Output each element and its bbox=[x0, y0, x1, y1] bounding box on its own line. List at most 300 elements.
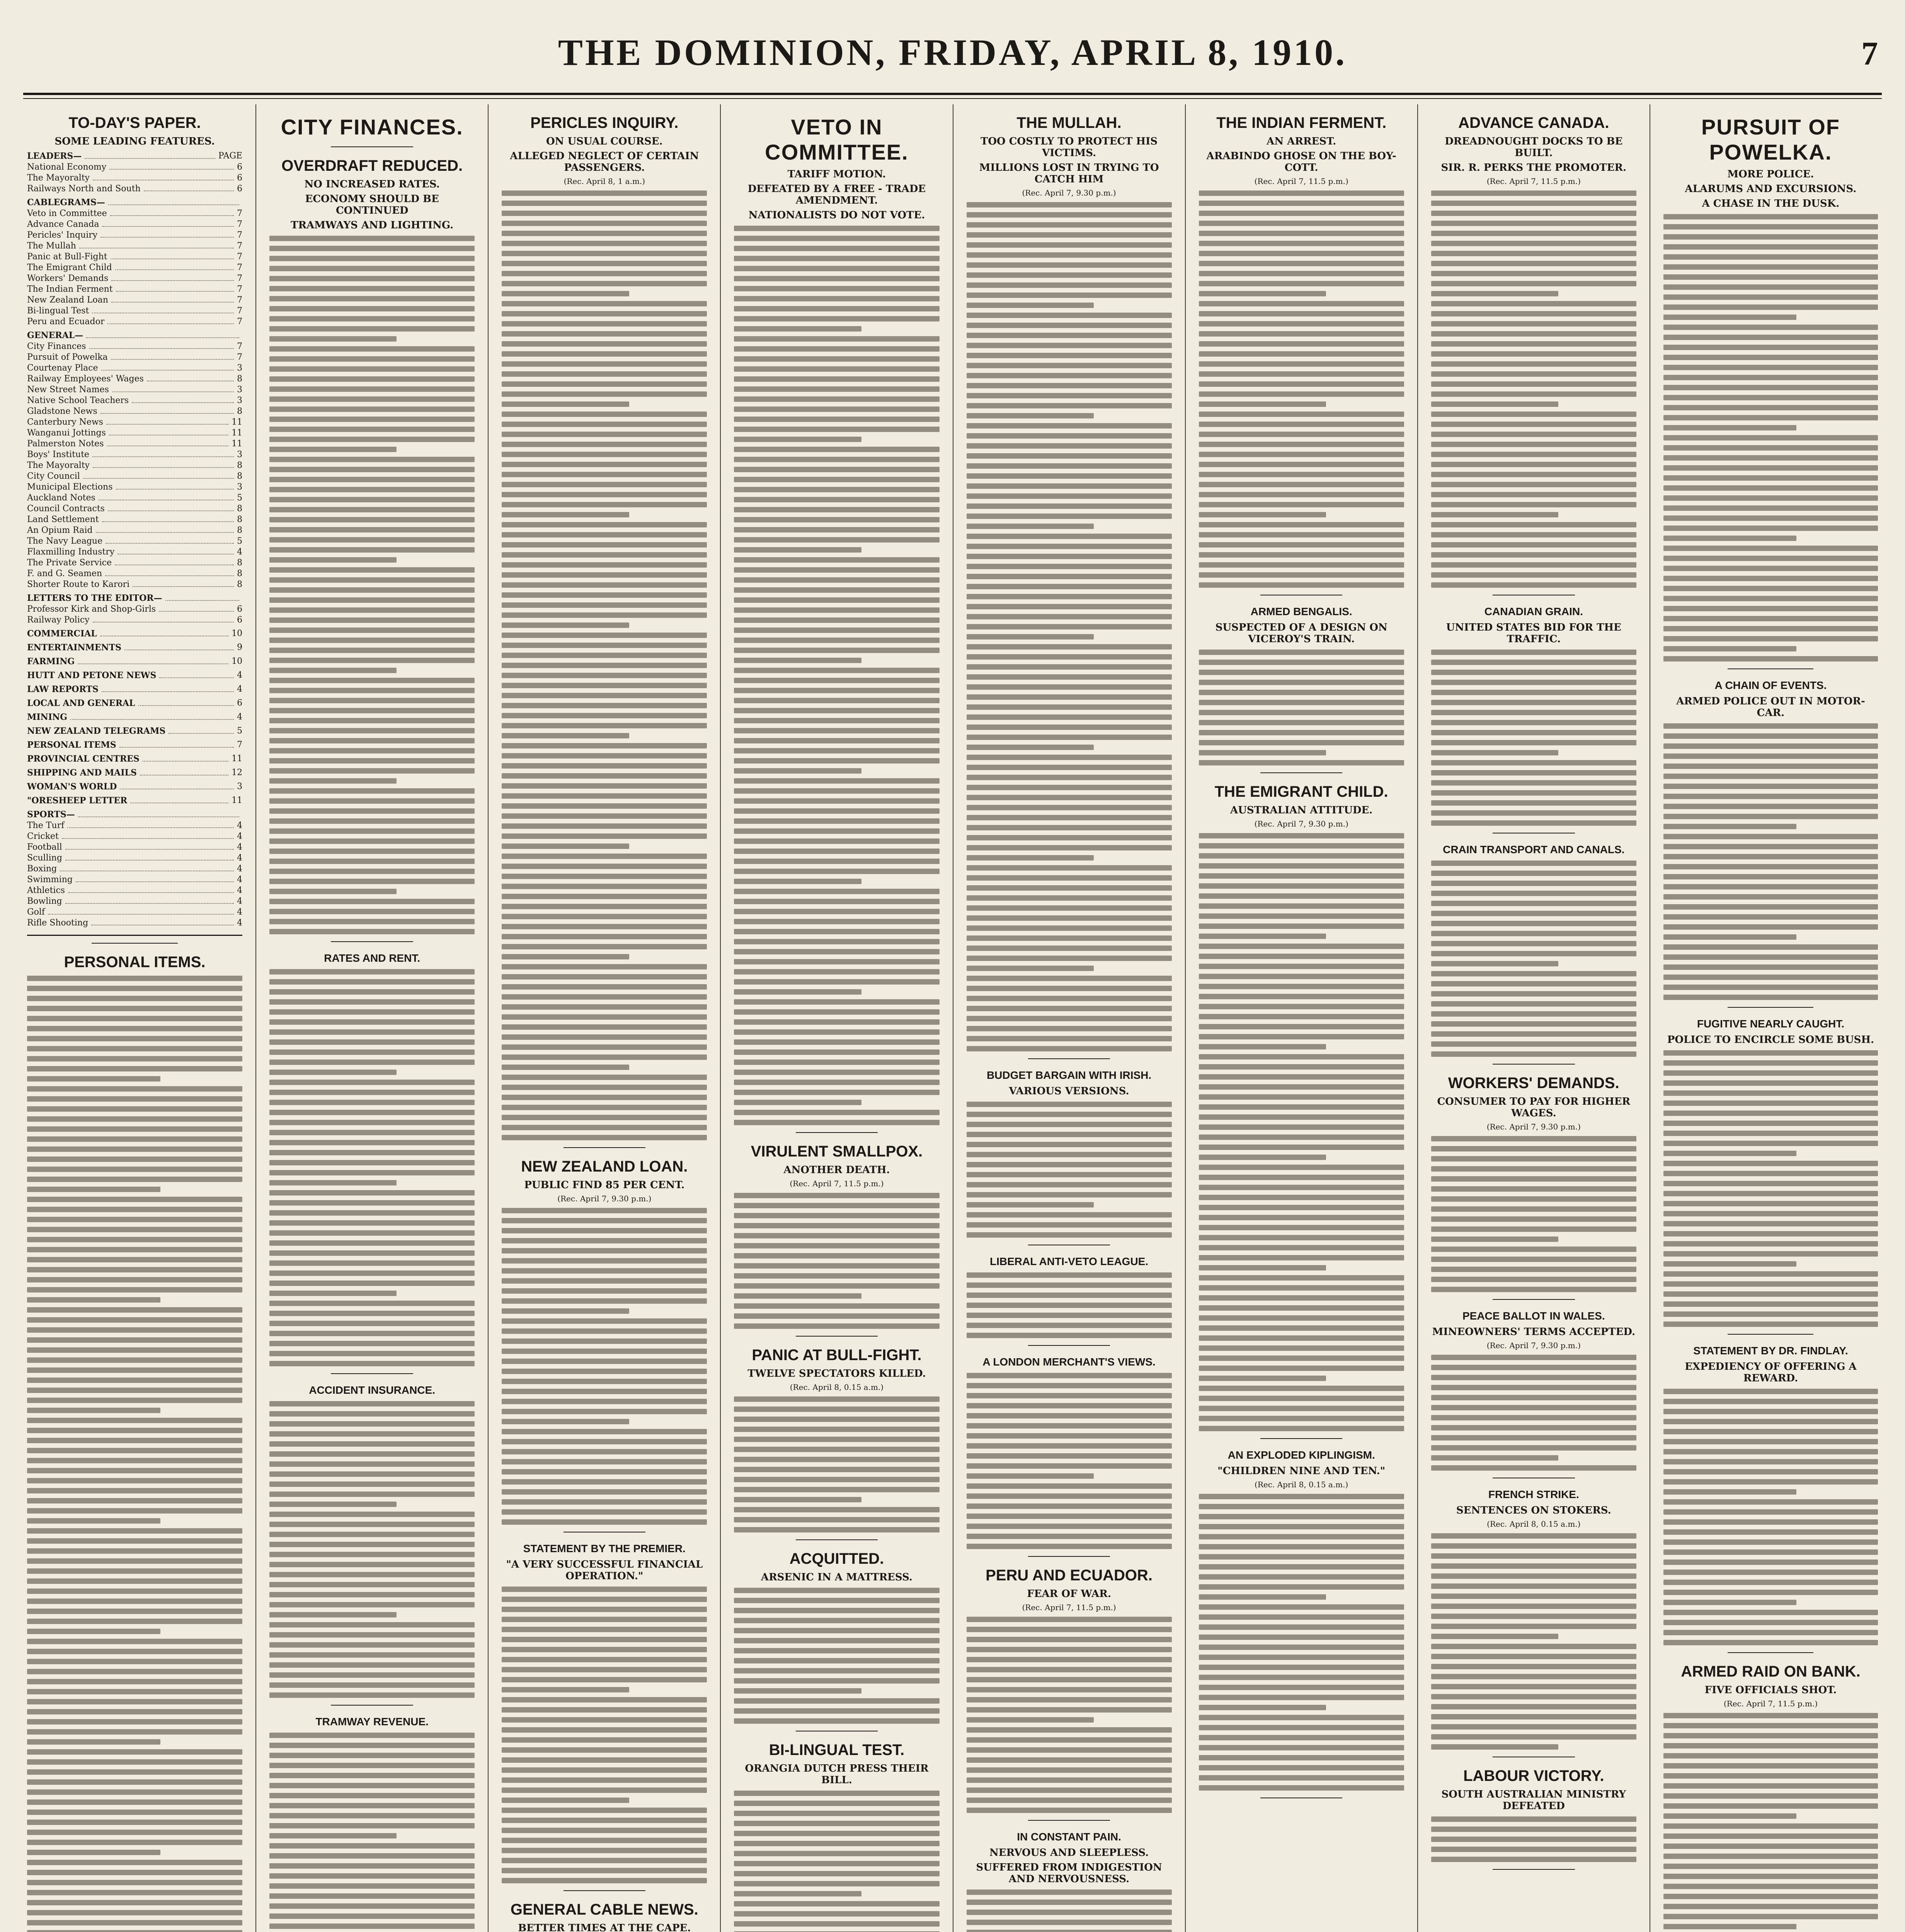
body-text-line bbox=[967, 935, 1172, 941]
contents-row bbox=[27, 482, 242, 492]
body-text-line bbox=[269, 1140, 475, 1145]
body-text-line bbox=[269, 969, 475, 975]
body-text-line bbox=[502, 1024, 707, 1030]
article-headline: WORKERS' DEMANDS. bbox=[1448, 1075, 1619, 1092]
contents-row bbox=[27, 864, 242, 874]
body-text-line bbox=[734, 1678, 939, 1684]
body-text-line bbox=[269, 276, 475, 281]
body-text-line bbox=[269, 507, 475, 512]
contents-label: New Street Names bbox=[27, 385, 109, 395]
contents-page: 8 bbox=[237, 374, 243, 384]
body-text-line bbox=[269, 1903, 475, 1909]
body-text-line bbox=[269, 1502, 397, 1507]
contents-leader bbox=[143, 754, 228, 762]
contents-row bbox=[27, 209, 242, 218]
body-text-line bbox=[502, 442, 707, 447]
body-text-line bbox=[1663, 1733, 1878, 1738]
body-text-line bbox=[734, 547, 861, 553]
body-text-line bbox=[734, 1303, 939, 1309]
contents-page: 8 bbox=[237, 580, 243, 589]
body-text-line bbox=[502, 813, 707, 819]
body-text-line bbox=[502, 1667, 707, 1672]
body-text-line bbox=[1199, 1054, 1404, 1060]
body-text-line bbox=[269, 597, 475, 603]
body-text-line bbox=[1431, 1674, 1636, 1679]
body-text-line bbox=[1199, 1366, 1404, 1371]
body-text-line bbox=[967, 1493, 1172, 1499]
body-text-line bbox=[734, 1497, 861, 1502]
body-text-line bbox=[269, 1471, 475, 1477]
body-text-line bbox=[967, 1293, 1172, 1298]
body-text-line bbox=[1199, 1755, 1404, 1760]
contents-row bbox=[27, 450, 242, 459]
body-text-line bbox=[1663, 254, 1878, 260]
contents-leader bbox=[65, 842, 234, 850]
article-body-text bbox=[269, 1733, 475, 1932]
contents-label: MINING bbox=[27, 712, 67, 722]
body-text-line bbox=[269, 1522, 475, 1527]
article-divider bbox=[331, 941, 413, 942]
body-text-line bbox=[734, 1588, 939, 1593]
body-text-line bbox=[27, 1307, 242, 1313]
body-text-line bbox=[1431, 1604, 1636, 1609]
body-text-line bbox=[27, 1217, 242, 1222]
article-divider bbox=[1493, 1064, 1575, 1065]
body-text-line bbox=[1663, 405, 1878, 410]
body-text-line bbox=[269, 1642, 475, 1648]
body-text-line bbox=[1431, 201, 1636, 206]
body-text-line bbox=[269, 909, 475, 914]
contents-label: LETTERS TO THE EDITOR— bbox=[27, 593, 162, 603]
contents-row bbox=[27, 684, 242, 694]
contents-page: 6 bbox=[237, 173, 243, 183]
body-text-line bbox=[1199, 1295, 1404, 1301]
contents-leader bbox=[111, 274, 234, 281]
body-text-line bbox=[967, 1282, 1172, 1288]
body-text-line bbox=[502, 602, 707, 608]
body-text-line bbox=[27, 1659, 242, 1664]
body-text-line bbox=[967, 735, 1172, 740]
contents-label: CABLEGRAMS— bbox=[27, 197, 105, 207]
body-text-line bbox=[27, 1187, 160, 1192]
body-text-line bbox=[734, 356, 939, 362]
body-text-line bbox=[1663, 824, 1796, 829]
contents-label: Railway Employees' Wages bbox=[27, 374, 144, 384]
body-text-line bbox=[967, 403, 1172, 408]
body-text-line bbox=[1663, 335, 1878, 340]
contents-page: 4 bbox=[237, 853, 243, 863]
body-text-line bbox=[27, 1106, 242, 1112]
body-text-line bbox=[269, 567, 475, 573]
article-headline: BI-LINGUAL TEST. bbox=[769, 1742, 905, 1759]
body-text-line bbox=[1431, 1654, 1636, 1659]
body-text-line bbox=[734, 1821, 939, 1826]
body-text-line bbox=[269, 1210, 475, 1216]
article-headline: LABOUR VICTORY. bbox=[1463, 1767, 1604, 1784]
body-text-line bbox=[1199, 1255, 1404, 1260]
body-text-line bbox=[1431, 1216, 1636, 1222]
body-text-line bbox=[269, 1873, 475, 1879]
article-headline: BUDGET BARGAIN WITH IRISH. bbox=[986, 1069, 1152, 1081]
body-text-line bbox=[734, 266, 939, 271]
body-text-line bbox=[502, 1034, 707, 1040]
body-text-line bbox=[1431, 931, 1636, 936]
body-text-line bbox=[1431, 221, 1636, 226]
contents-page: 4 bbox=[237, 684, 243, 694]
body-text-line bbox=[1431, 941, 1636, 946]
contents-label: COMMERCIAL bbox=[27, 629, 97, 639]
article-body-text bbox=[1431, 861, 1636, 1057]
contents-leader bbox=[96, 526, 234, 533]
contents-page: PAGE bbox=[218, 151, 243, 161]
body-text-line bbox=[967, 845, 1172, 850]
body-text-line bbox=[269, 1793, 475, 1798]
body-text-line bbox=[734, 1213, 939, 1218]
body-text-line bbox=[1199, 1195, 1404, 1200]
body-text-line bbox=[1663, 1560, 1878, 1565]
body-text-line bbox=[502, 251, 707, 256]
body-text-line bbox=[1663, 586, 1878, 591]
body-text-line bbox=[27, 1719, 242, 1725]
body-text-line bbox=[1199, 1305, 1404, 1311]
body-text-line bbox=[1663, 1763, 1878, 1769]
body-text-line bbox=[502, 321, 707, 327]
body-text-line bbox=[1431, 1425, 1636, 1430]
body-text-line bbox=[1663, 365, 1878, 370]
contents-leader bbox=[132, 396, 234, 403]
article-divider bbox=[563, 1890, 645, 1891]
article-subheading: ALLEGED NEGLECT OF CERTAIN PASSENGERS. bbox=[510, 150, 699, 173]
body-text-line bbox=[1431, 502, 1636, 507]
body-text-line bbox=[502, 572, 707, 578]
body-text-line bbox=[734, 1039, 939, 1045]
body-text-line bbox=[967, 1473, 1094, 1479]
body-text-line bbox=[734, 326, 861, 332]
body-text-line bbox=[1199, 231, 1404, 236]
contents-leader bbox=[91, 918, 234, 925]
contents-label: FARMING bbox=[27, 656, 75, 667]
body-text-line bbox=[1663, 1399, 1878, 1404]
column-1 bbox=[23, 104, 255, 1932]
body-text-line bbox=[502, 1065, 629, 1070]
body-text-line bbox=[269, 1532, 475, 1537]
contents-leader bbox=[76, 875, 234, 882]
body-text-line bbox=[1663, 526, 1878, 531]
body-text-line bbox=[1199, 422, 1404, 427]
body-text-line bbox=[1199, 964, 1404, 969]
body-text-line bbox=[269, 1481, 475, 1487]
body-text-line bbox=[967, 745, 1094, 750]
body-text-line bbox=[1431, 730, 1636, 735]
body-text-line bbox=[1663, 985, 1878, 990]
body-text-line bbox=[1431, 650, 1636, 655]
body-text-line bbox=[1199, 873, 1404, 879]
body-text-line bbox=[269, 1783, 475, 1788]
article-dateline: (Rec. April 7, 9.30 p.m.) bbox=[557, 1194, 652, 1203]
contents-leader bbox=[124, 643, 234, 650]
body-text-line bbox=[502, 1787, 707, 1793]
body-text-line bbox=[269, 1863, 475, 1869]
body-text-line bbox=[967, 1524, 1172, 1529]
body-text-line bbox=[27, 986, 242, 991]
body-text-line bbox=[967, 1747, 1172, 1753]
body-text-line bbox=[27, 1739, 160, 1745]
body-text-line bbox=[734, 698, 939, 703]
body-text-line bbox=[1663, 784, 1878, 789]
body-text-line bbox=[1199, 1504, 1404, 1509]
body-text-line bbox=[27, 1789, 242, 1795]
body-text-line bbox=[269, 1130, 475, 1135]
body-text-line bbox=[1431, 971, 1636, 976]
body-text-line bbox=[27, 1478, 242, 1483]
body-text-line bbox=[967, 232, 1172, 238]
column-7 bbox=[1417, 104, 1650, 1932]
body-text-line bbox=[1431, 1206, 1636, 1212]
body-text-line bbox=[269, 849, 475, 854]
contents-page: 6 bbox=[237, 604, 243, 614]
body-text-line bbox=[1199, 311, 1404, 316]
article-subheading: ORANGIA DUTCH PRESS THEIR BILL. bbox=[745, 1763, 929, 1786]
contents-leader bbox=[110, 209, 234, 216]
body-text-line bbox=[1199, 201, 1404, 206]
body-text-line bbox=[967, 714, 1172, 720]
contents-row bbox=[27, 197, 242, 207]
body-text-line bbox=[27, 1388, 242, 1393]
body-text-line bbox=[502, 1717, 707, 1723]
body-text-line bbox=[1199, 740, 1404, 745]
body-text-line bbox=[967, 483, 1172, 489]
contents-page: 6 bbox=[237, 162, 243, 172]
contents-row bbox=[27, 918, 242, 928]
body-text-line bbox=[502, 1727, 707, 1733]
body-text-line bbox=[734, 999, 939, 1005]
body-text-line bbox=[269, 738, 475, 743]
body-text-line bbox=[502, 894, 707, 899]
article-body-text bbox=[27, 976, 242, 1932]
body-text-line bbox=[1431, 321, 1636, 327]
body-text-line bbox=[27, 1699, 242, 1704]
body-text-line bbox=[269, 1421, 475, 1427]
body-text-line bbox=[269, 1773, 475, 1778]
body-text-line bbox=[1431, 901, 1636, 906]
body-text-line bbox=[1431, 1156, 1636, 1162]
contents-row bbox=[27, 907, 242, 917]
body-text-line bbox=[269, 1512, 475, 1517]
contents-label: Pursuit of Powelka bbox=[27, 352, 108, 362]
body-text-line bbox=[1199, 934, 1326, 939]
body-text-line bbox=[1199, 1275, 1404, 1281]
body-text-line bbox=[967, 293, 1172, 298]
body-text-line bbox=[1663, 1271, 1878, 1277]
body-text-line bbox=[1663, 1620, 1878, 1625]
body-text-line bbox=[1431, 740, 1636, 745]
contents-page: 5 bbox=[237, 726, 243, 736]
body-text-line bbox=[1431, 1724, 1636, 1730]
body-text-line bbox=[502, 1597, 707, 1602]
body-text-line bbox=[502, 1697, 707, 1702]
body-text-line bbox=[1663, 1509, 1878, 1515]
contents-page: 10 bbox=[232, 656, 243, 666]
body-text-line bbox=[967, 1373, 1172, 1378]
body-text-line bbox=[967, 815, 1172, 820]
body-text-line bbox=[269, 1492, 475, 1497]
body-text-line bbox=[269, 1843, 475, 1849]
body-text-line bbox=[502, 301, 707, 306]
body-text-line bbox=[502, 1878, 707, 1883]
contents-leader bbox=[102, 515, 234, 522]
body-text-line bbox=[269, 1120, 475, 1125]
body-text-line bbox=[734, 467, 939, 472]
body-text-line bbox=[269, 919, 475, 924]
body-text-line bbox=[1663, 1291, 1878, 1297]
body-text-line bbox=[1663, 1844, 1878, 1849]
body-text-line bbox=[1431, 301, 1636, 306]
body-text-line bbox=[27, 1086, 242, 1092]
body-text-line bbox=[27, 1629, 160, 1634]
body-text-line bbox=[1431, 1405, 1636, 1410]
body-text-line bbox=[269, 778, 397, 784]
contents-label: PERSONAL ITEMS bbox=[27, 740, 116, 750]
article-divider bbox=[331, 1705, 413, 1706]
body-text-line bbox=[269, 537, 475, 543]
body-text-line bbox=[27, 1347, 242, 1353]
article-divider bbox=[1728, 668, 1813, 669]
body-text-line bbox=[27, 1317, 242, 1323]
body-text-line bbox=[1663, 576, 1878, 581]
body-text-line bbox=[967, 1930, 1172, 1932]
body-text-line bbox=[734, 869, 939, 874]
body-text-line bbox=[734, 838, 939, 844]
contents-leader bbox=[79, 241, 234, 248]
body-text-line bbox=[967, 614, 1172, 619]
body-text-line bbox=[967, 885, 1172, 891]
body-text-line bbox=[734, 979, 939, 985]
body-text-line bbox=[269, 1281, 475, 1286]
body-text-line bbox=[27, 1679, 242, 1684]
body-text-line bbox=[967, 272, 1172, 278]
body-text-line bbox=[1199, 1335, 1404, 1341]
body-text-line bbox=[502, 793, 707, 799]
body-text-line bbox=[269, 336, 397, 342]
body-text-line bbox=[967, 1132, 1172, 1137]
body-text-line bbox=[1199, 1024, 1404, 1029]
body-text-line bbox=[502, 743, 707, 748]
body-text-line bbox=[1663, 1311, 1878, 1317]
body-text-line bbox=[269, 1401, 475, 1406]
body-text-line bbox=[734, 899, 939, 904]
article-divider bbox=[1493, 1869, 1575, 1870]
body-text-line bbox=[27, 1257, 242, 1262]
body-text-line bbox=[502, 552, 707, 558]
body-text-line bbox=[269, 1602, 475, 1607]
body-text-line bbox=[734, 1688, 861, 1694]
body-text-line bbox=[27, 1448, 242, 1453]
body-text-line bbox=[502, 1095, 707, 1100]
body-text-line bbox=[734, 748, 939, 753]
body-text-line bbox=[734, 1638, 939, 1643]
body-text-line bbox=[967, 1323, 1172, 1328]
body-text-line bbox=[1663, 1529, 1878, 1535]
body-text-line bbox=[1431, 281, 1636, 286]
contents-page: 4 bbox=[237, 832, 243, 841]
body-text-line bbox=[734, 1406, 939, 1412]
contents-label: The Mayoralty bbox=[27, 173, 90, 183]
body-text-line bbox=[27, 1237, 242, 1242]
article-dateline: (Rec. April 8, 0.15 a.m.) bbox=[1255, 1480, 1348, 1489]
body-text-line bbox=[502, 854, 707, 859]
body-text-line bbox=[1663, 1261, 1796, 1267]
contents-label: Workers' Demands bbox=[27, 274, 109, 283]
body-text-line bbox=[1199, 843, 1404, 849]
body-text-line bbox=[269, 396, 475, 402]
article-divider bbox=[563, 1147, 645, 1148]
body-text-line bbox=[502, 1747, 707, 1753]
body-text-line bbox=[1199, 381, 1404, 387]
article-body-text bbox=[734, 1193, 939, 1329]
body-text-line bbox=[1199, 391, 1404, 397]
body-text-line bbox=[1431, 381, 1636, 387]
body-text-line bbox=[1431, 1001, 1636, 1007]
body-text-line bbox=[734, 507, 939, 512]
body-text-line bbox=[734, 1253, 939, 1259]
body-text-line bbox=[1663, 1773, 1878, 1779]
contents-label: New Zealand Loan bbox=[27, 295, 109, 305]
body-text-line bbox=[1663, 646, 1796, 651]
body-text-line bbox=[734, 628, 939, 633]
body-text-line bbox=[1199, 1765, 1404, 1770]
body-text-line bbox=[502, 1509, 707, 1515]
body-text-line bbox=[1199, 1235, 1404, 1240]
contents-row bbox=[27, 274, 242, 283]
body-text-line bbox=[502, 823, 707, 829]
article-subheading: MINEOWNERS' TERMS ACCEPTED. bbox=[1432, 1326, 1636, 1338]
contents-label: Swimming bbox=[27, 875, 73, 884]
body-text-line bbox=[967, 1172, 1172, 1177]
contents-label: HUTT AND PETONE NEWS bbox=[27, 670, 157, 680]
body-text-line bbox=[734, 607, 939, 613]
body-text-line bbox=[1663, 1060, 1878, 1066]
body-text-line bbox=[502, 391, 707, 397]
body-text-line bbox=[1663, 606, 1878, 611]
body-text-line bbox=[1663, 1793, 1878, 1799]
body-text-line bbox=[502, 1248, 707, 1253]
body-text-line bbox=[27, 1749, 242, 1755]
article-body-text bbox=[269, 1401, 475, 1698]
body-text-line bbox=[269, 758, 475, 764]
page-number: 7 bbox=[1861, 35, 1878, 72]
body-text-line bbox=[734, 1881, 939, 1886]
article-subheading: EXPEDIENCY OF OFFERING A REWARD. bbox=[1685, 1361, 1857, 1384]
article-headline: OVERDRAFT REDUCED. bbox=[281, 157, 463, 174]
body-text-line bbox=[734, 236, 939, 241]
body-text-line bbox=[967, 1403, 1172, 1408]
contents-label: Boys' Institute bbox=[27, 450, 90, 459]
body-text-line bbox=[967, 1443, 1172, 1449]
contents-row bbox=[27, 417, 242, 427]
body-text-line bbox=[734, 1668, 939, 1673]
body-text-line bbox=[1431, 1365, 1636, 1370]
body-text-line bbox=[1663, 375, 1878, 380]
body-text-line bbox=[27, 1890, 242, 1895]
article-dateline: (Rec. April 8, 0.15 a.m.) bbox=[790, 1383, 884, 1392]
body-text-line bbox=[1199, 341, 1404, 347]
body-text-line bbox=[1431, 1543, 1636, 1549]
body-text-line bbox=[734, 1019, 939, 1025]
body-text-line bbox=[734, 577, 939, 583]
body-text-line bbox=[502, 1379, 707, 1384]
body-text-line bbox=[1663, 1803, 1878, 1809]
body-text-line bbox=[967, 1026, 1172, 1031]
